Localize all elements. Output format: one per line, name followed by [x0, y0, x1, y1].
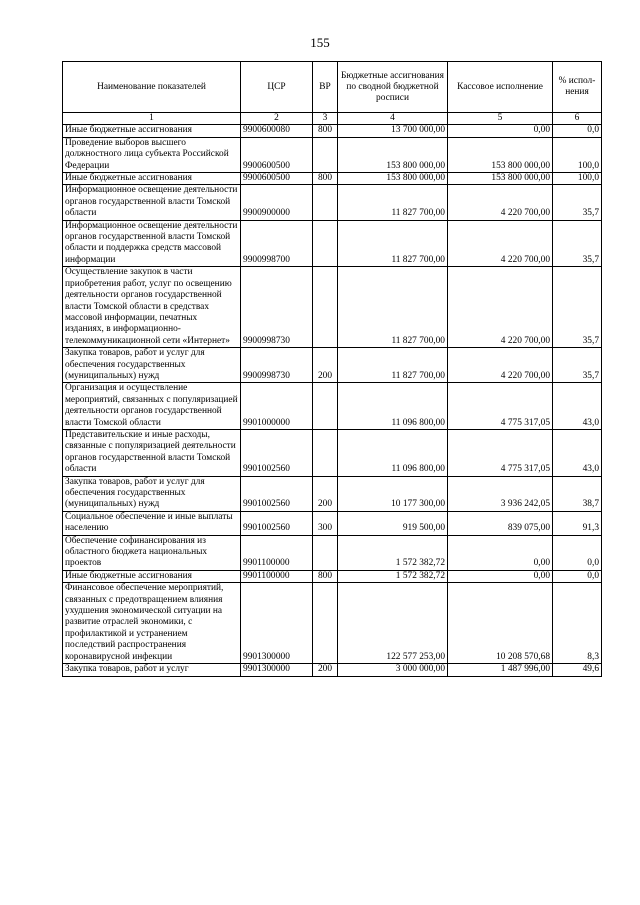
row-vr: 200	[313, 476, 338, 511]
row-name: Закупка товаров, работ и услуг	[63, 664, 241, 676]
row-name: Иные бюджетные ассигнования	[63, 125, 241, 137]
row-vr	[313, 429, 338, 476]
row-budget: 11 096 800,00	[338, 429, 448, 476]
header-budget: Бюджетные ассигнования по сводной бюджетной росписи	[338, 62, 448, 113]
row-name: Социальное обеспечение и иные выплаты населению	[63, 511, 241, 535]
row-csr: 9900900000	[241, 185, 313, 220]
row-percent: 35,7	[553, 185, 602, 220]
row-vr	[313, 383, 338, 430]
row-budget: 11 096 800,00	[338, 383, 448, 430]
row-name: Представительские и иные расходы, связанные с популяризацией деятельности органов государственной власти Томской области	[63, 429, 241, 476]
row-csr: 9901100000	[241, 570, 313, 582]
row-percent: 8,3	[553, 583, 602, 664]
row-name: Закупка товаров, работ и услуг для обеспечения государственных (муниципальных) нужд	[63, 476, 241, 511]
row-name: Информационное освещение деятельности органов государственной власти Томской области и поддержка средств массовой информации	[63, 220, 241, 267]
row-budget: 919 500,00	[338, 511, 448, 535]
row-budget: 11 827 700,00	[338, 348, 448, 383]
row-budget: 11 827 700,00	[338, 185, 448, 220]
table-row	[63, 476, 602, 511]
row-csr: 9901100000	[241, 535, 313, 570]
budget-execution-table	[62, 61, 602, 677]
header-name: Наименование показателей	[63, 62, 241, 113]
column-number: 1	[63, 113, 241, 125]
row-name: Закупка товаров, работ и услуг для обеспечения государственных (муниципальных) нужд	[63, 348, 241, 383]
row-executed: 0,00	[448, 570, 553, 582]
row-percent: 43,0	[553, 429, 602, 476]
table-row	[63, 125, 602, 137]
row-vr	[313, 185, 338, 220]
table-row	[63, 220, 602, 267]
header-row	[63, 62, 602, 113]
row-name: Обеспечение софинансирования из областного бюджета национальных проектов	[63, 535, 241, 570]
row-budget: 3 000 000,00	[338, 664, 448, 676]
column-number: 3	[313, 113, 338, 125]
row-vr: 800	[313, 570, 338, 582]
row-executed: 4 775 317,05	[448, 383, 553, 430]
row-name: Финансовое обеспечение мероприятий, связанных с предотвращением влияния ухудшения экономической ситуации на развитие отраслей экономики, с профилактикой и устранением последствий распространения коронавирусной инфекции	[63, 583, 241, 664]
row-percent: 35,7	[553, 348, 602, 383]
header-percent: % испол-нения	[553, 62, 602, 113]
table-row	[63, 173, 602, 185]
header-vr: ВР	[313, 62, 338, 113]
row-csr: 9900600500	[241, 173, 313, 185]
row-executed: 839 075,00	[448, 511, 553, 535]
row-csr: 9900600500	[241, 137, 313, 172]
row-budget: 13 700 000,00	[338, 125, 448, 137]
row-percent: 43,0	[553, 383, 602, 430]
row-csr: 9901000000	[241, 383, 313, 430]
row-executed: 4 220 700,00	[448, 220, 553, 267]
row-executed: 153 800 000,00	[448, 137, 553, 172]
row-percent: 35,7	[553, 267, 602, 348]
row-percent: 100,0	[553, 173, 602, 185]
row-executed: 4 220 700,00	[448, 185, 553, 220]
table-row	[63, 429, 602, 476]
row-executed: 3 936 242,05	[448, 476, 553, 511]
column-number: 6	[553, 113, 602, 125]
table-row	[63, 535, 602, 570]
column-number-row	[63, 113, 602, 125]
column-number: 5	[448, 113, 553, 125]
table-row	[63, 185, 602, 220]
row-vr: 200	[313, 664, 338, 676]
row-budget: 11 827 700,00	[338, 267, 448, 348]
table-row	[63, 664, 602, 676]
row-csr: 9901300000	[241, 664, 313, 676]
row-csr: 9901002560	[241, 429, 313, 476]
row-budget: 1 572 382,72	[338, 570, 448, 582]
row-csr: 9900998730	[241, 267, 313, 348]
row-percent: 100,0	[553, 137, 602, 172]
row-name: Организация и осуществление мероприятий, связанных с популяризацией деятельности органов государственной власти Томской области	[63, 383, 241, 430]
row-csr: 9901002560	[241, 476, 313, 511]
row-vr	[313, 535, 338, 570]
row-executed: 4 220 700,00	[448, 348, 553, 383]
row-csr: 9901300000	[241, 583, 313, 664]
row-budget: 11 827 700,00	[338, 220, 448, 267]
header-executed: Кассовое исполнение	[448, 62, 553, 113]
row-budget: 153 800 000,00	[338, 137, 448, 172]
row-csr: 9901002560	[241, 511, 313, 535]
row-percent: 91,3	[553, 511, 602, 535]
row-percent: 49,6	[553, 664, 602, 676]
row-name: Иные бюджетные ассигнования	[63, 570, 241, 582]
row-executed: 0,00	[448, 535, 553, 570]
header-csr: ЦСР	[241, 62, 313, 113]
column-number: 4	[338, 113, 448, 125]
row-name: Проведение выборов высшего должностного лица субъекта Российской Федерации	[63, 137, 241, 172]
row-csr: 9900998700	[241, 220, 313, 267]
row-budget: 1 572 382,72	[338, 535, 448, 570]
table-row	[63, 137, 602, 172]
row-csr: 9900998730	[241, 348, 313, 383]
page-number: 155	[310, 35, 330, 50]
row-vr	[313, 137, 338, 172]
row-executed: 10 208 570,68	[448, 583, 553, 664]
table-row	[63, 570, 602, 582]
table-row	[63, 267, 602, 348]
table-row	[63, 383, 602, 430]
row-name: Информационное освещение деятельности органов государственной власти Томской области	[63, 185, 241, 220]
row-name: Осуществление закупок в части приобретения работ, услуг по освещению деятельности органов государственной власти Томской области в средствах массовой информации, печатных изданиях, в информационно-телекоммуникационной сети «Интернет»	[63, 267, 241, 348]
row-vr	[313, 583, 338, 664]
row-budget: 122 577 253,00	[338, 583, 448, 664]
row-executed: 4 775 317,05	[448, 429, 553, 476]
table-row	[63, 511, 602, 535]
row-vr: 300	[313, 511, 338, 535]
row-vr	[313, 220, 338, 267]
row-percent: 0,0	[553, 570, 602, 582]
table-row	[63, 583, 602, 664]
row-percent: 38,7	[553, 476, 602, 511]
row-executed: 4 220 700,00	[448, 267, 553, 348]
row-name: Иные бюджетные ассигнования	[63, 173, 241, 185]
row-vr: 200	[313, 348, 338, 383]
row-vr: 800	[313, 125, 338, 137]
table-row	[63, 348, 602, 383]
row-vr: 800	[313, 173, 338, 185]
row-percent: 35,7	[553, 220, 602, 267]
row-executed: 1 487 996,00	[448, 664, 553, 676]
row-csr: 9900600080	[241, 125, 313, 137]
row-budget: 10 177 300,00	[338, 476, 448, 511]
row-percent: 0,0	[553, 125, 602, 137]
row-budget: 153 800 000,00	[338, 173, 448, 185]
row-vr	[313, 267, 338, 348]
row-executed: 153 800 000,00	[448, 173, 553, 185]
row-percent: 0,0	[553, 535, 602, 570]
column-number: 2	[241, 113, 313, 125]
row-executed: 0,00	[448, 125, 553, 137]
